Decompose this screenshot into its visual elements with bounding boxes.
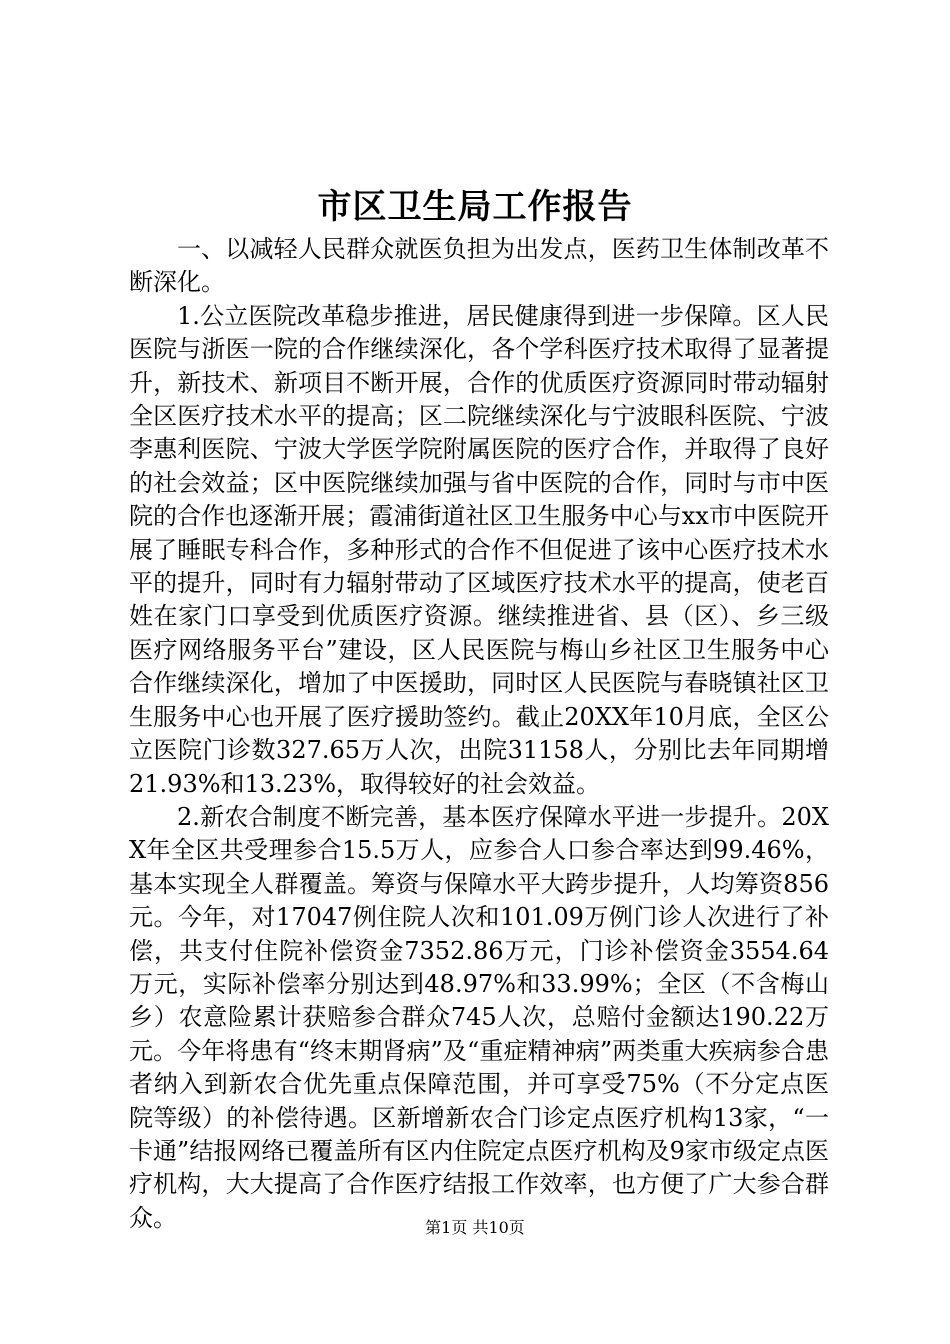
document-title: 市区卫生局工作报告 — [317, 187, 633, 227]
paragraph-hospital-reform: 1.公立医院改革稳步推进，居民健康得到进一步保障。区人民医院与浙医一院的合作继续深化，各个学科医疗技术取得了显著提升，新技术、新项目不断开展，合作的优质医疗资源同时带动辐射全区医疗技术水平的提高；区二院继续深化与宁波眼科医院、宁波李惠利医院、宁波大学医学院附属医院的医疗合作，并取得了良好的社会效益；区中医院继续加强与省中医院的合作，同时与市中医院的合作也逐渐开展；霞浦街道社区卫生服务中心与xx市中医院开展了睡眠专科合作，多种形式的合作不但促进了该中心医疗技术水平的提升，同时有力辐射带动了区域医疗技术水平的提高，使老百姓在家门口享受到优质医疗资源。继续推进省、县（区）、乡三级医疗网络服务平台”建设，区人民医院与梅山乡社区卫生服务中心合作继续深化，增加了中医援助，同时区人民医院与春晓镇社区卫生服务中心也开展了医疗援助签约。截止20XX年10月底，全区公立医院门诊数327.65万人次，出院31158人，分别比去年同期增21.93%和13.23%，取得较好的社会效益。 — [129, 301, 829, 798]
paragraph-rural-cooperative-medical: 2.新农合制度不断完善，基本医疗保障水平进一步提升。20XX年全区共受理参合15.5万人，应参合人口参合率达到99.46%，基本实现全人群覆盖。筹资与保障水平大跨步提升，人均筹资856元。今年，对17047例住院人次和101.09万例门诊人次进行了补偿，共支付住院补偿资金7352.86万元，门诊补偿资金3554.64万元，实际补偿率分别达到48.97%和33.99%；全区（不含梅山乡）农意险累计获赔参合群众745人次，总赔付金额达190.22万元。今年将患有“终末期肾病”及“重症精神病”两类重大疾病参合患者纳入到新农合优先重点保障范围，并可享受75%（不分定点医院等级）的补偿待遇。区新增新农合门诊定点医疗机构13家，“一卡通”结报网络已覆盖所有区内住院定点医疗机构及9家市级定点医疗机构，大大提高了合作医疗结报工作效率，也方便了广大参合群众。 — [129, 802, 829, 1232]
page-number-footer: 第1页 共10页 — [425, 1218, 525, 1237]
document-body — [129, 233, 829, 1235]
paragraph-section-heading: 一、以减轻人民群众就医负担为出发点，医药卫生体制改革不断深化。 — [129, 235, 829, 297]
